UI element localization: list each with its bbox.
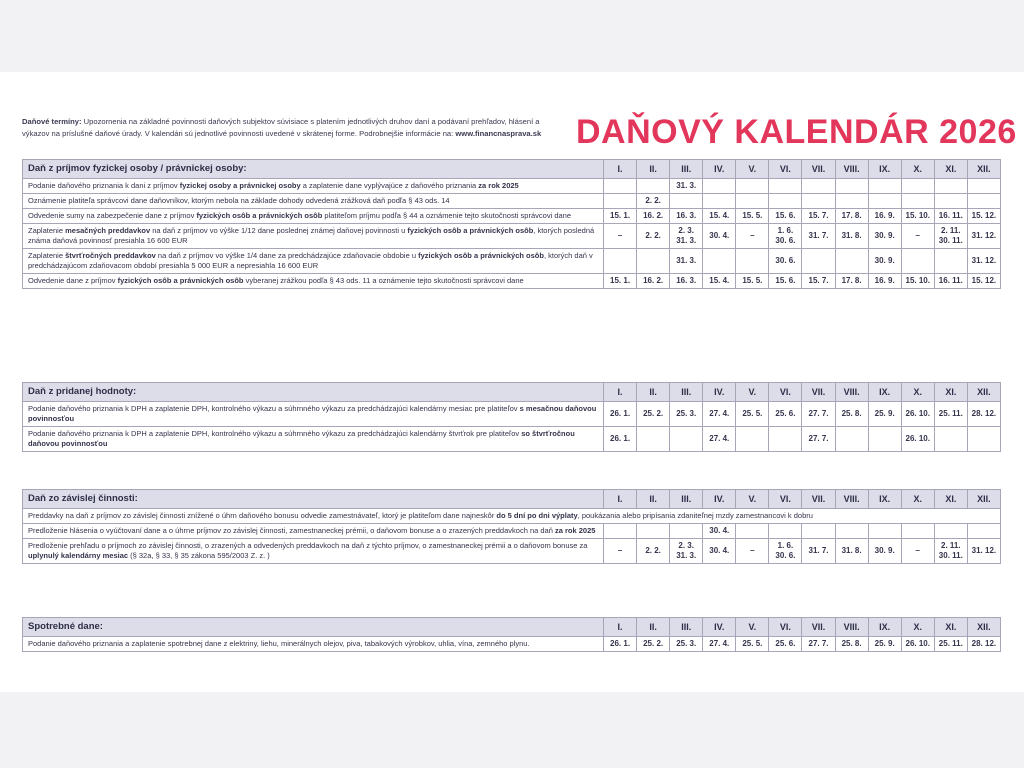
section-header: [23, 383, 1001, 402]
deadline-cell: 31. 12.: [967, 249, 1000, 274]
deadline-cell: [703, 179, 736, 194]
deadline-cell: [934, 194, 967, 209]
deadline-cell: [967, 194, 1000, 209]
obligation-description: Podanie daňového priznania k DPH a zaplatenie DPH, kontrolného výkazu a súhrnného výkazu za predchádzajúci kalendárny štvrťrok pre platiteľov so štvrťročnou daňovou povinnosťou: [23, 427, 604, 452]
deadline-cell: 15. 5.: [736, 209, 769, 224]
month-header: IX.: [868, 490, 901, 509]
deadline-cell: [637, 179, 670, 194]
obligation-description: Podanie daňového priznania k DPH a zaplatenie DPH, kontrolného výkazu a súhrnného výkazu za predchádzajúci kalendárny mesiac pre platiteľov s mesačnou daňovou povinnosťou: [23, 402, 604, 427]
deadline-cell: 15. 4.: [703, 274, 736, 289]
deadline-cell: [934, 179, 967, 194]
month-header: IV.: [703, 160, 736, 179]
month-header: IX.: [868, 383, 901, 402]
deadline-cell: [835, 194, 868, 209]
deadline-cell: [769, 179, 802, 194]
deadline-cell: 15. 6.: [769, 274, 802, 289]
month-header: III.: [670, 383, 703, 402]
month-header: X.: [901, 160, 934, 179]
table-row: [23, 209, 1001, 224]
section-title: Daň zo závislej činnosti:: [23, 490, 604, 509]
deadline-cell: 30. 4.: [703, 539, 736, 564]
month-header: VII.: [802, 383, 835, 402]
deadline-cell: [901, 194, 934, 209]
deadline-cell: 17. 8.: [835, 209, 868, 224]
month-header: XII.: [967, 383, 1000, 402]
deadline-cell: [934, 524, 967, 539]
month-header: XI.: [934, 618, 967, 637]
section-table: [22, 617, 1001, 652]
deadline-cell: [736, 427, 769, 452]
deadline-cell: [802, 179, 835, 194]
table-row: [23, 194, 1001, 209]
deadline-cell: –: [901, 224, 934, 249]
deadline-cell: [868, 179, 901, 194]
calendar-sheet: [0, 72, 1024, 692]
deadline-cell: 2. 2.: [637, 539, 670, 564]
deadline-cell: 16. 11.: [934, 209, 967, 224]
deadline-cell: 2. 3. 31. 3.: [670, 224, 703, 249]
month-header: VII.: [802, 618, 835, 637]
deadline-cell: [802, 249, 835, 274]
deadline-cell: 30. 4.: [703, 224, 736, 249]
section-title: Daň z príjmov fyzickej osoby / právnickej osoby:: [23, 160, 604, 179]
deadline-cell: [835, 179, 868, 194]
deadline-cell: 31. 3.: [670, 249, 703, 274]
deadline-cell: 16. 2.: [637, 209, 670, 224]
deadline-cell: [934, 249, 967, 274]
month-header: VIII.: [835, 160, 868, 179]
month-header: XII.: [967, 160, 1000, 179]
deadline-cell: [769, 427, 802, 452]
month-header: II.: [637, 160, 670, 179]
deadline-cell: 30. 9.: [868, 249, 901, 274]
obligation-description: Odvedenie dane z príjmov fyzických osôb a právnických osôb vyberanej zrážkou podľa § 43 ods. 11 a oznámenie tejto skutočnosti správcovi dane: [23, 274, 604, 289]
obligation-description: Oznámenie platiteľa správcovi dane daňovníkov, ktorým nebola na základe dohody odvedená zrážková daň podľa § 43 ods. 14: [23, 194, 604, 209]
obligation-description: Podanie daňového priznania a zaplatenie spotrebnej dane z elektriny, liehu, minerálnych olejov, piva, tabakových výrobkov, uhlia, vína, zemného plynu.: [23, 637, 604, 652]
month-header: VI.: [769, 160, 802, 179]
deadline-cell: 31. 12.: [967, 539, 1000, 564]
table-row: [23, 427, 1001, 452]
deadline-cell: 16. 3.: [670, 274, 703, 289]
deadline-cell: 30. 6.: [769, 249, 802, 274]
deadline-cell: [637, 524, 670, 539]
deadline-cell: 15. 6.: [769, 209, 802, 224]
deadline-cell: 25. 6.: [769, 402, 802, 427]
month-header: VII.: [802, 490, 835, 509]
deadline-cell: [637, 427, 670, 452]
table-row: [23, 179, 1001, 194]
deadline-cell: 15. 1.: [604, 274, 637, 289]
month-header: V.: [736, 618, 769, 637]
deadline-cell: 25. 5.: [736, 637, 769, 652]
obligation-description: Zaplatenie mesačných preddavkov na daň z príjmov vo výške 1/12 dane poslednej známej daňovej povinnosti u fyzických osôb a právnických osôb, ktorých posledná známa daňová povinnosť presiahla 16 600 EUR: [23, 224, 604, 249]
table-row: [23, 274, 1001, 289]
deadline-cell: [736, 524, 769, 539]
deadline-cell: 16. 2.: [637, 274, 670, 289]
deadline-cell: 25. 9.: [868, 402, 901, 427]
deadline-cell: 31. 12.: [967, 224, 1000, 249]
deadline-cell: 1. 6. 30. 6.: [769, 539, 802, 564]
month-header: IX.: [868, 618, 901, 637]
deadline-cell: [736, 179, 769, 194]
deadline-cell: 15. 12.: [967, 209, 1000, 224]
deadline-cell: 15. 7.: [802, 209, 835, 224]
deadline-cell: 30. 4.: [703, 524, 736, 539]
table-row: [23, 249, 1001, 274]
deadline-cell: 15. 12.: [967, 274, 1000, 289]
month-header: II.: [637, 490, 670, 509]
deadline-cell: [967, 179, 1000, 194]
deadline-cell: 31. 8.: [835, 539, 868, 564]
deadline-cell: [604, 524, 637, 539]
month-header: I.: [604, 618, 637, 637]
deadline-cell: [868, 524, 901, 539]
table-row: [23, 402, 1001, 427]
obligation-description: Zaplatenie štvrťročných preddavkov na daň z príjmov vo výške 1/4 dane za predchádzajúce zdaňovacie obdobie u fyzických osôb a právnických osôb, ktorých daň v predchádzajúcom zdaňovacom období presiahla 5 000 EUR a nepresiahla 16 600 EUR: [23, 249, 604, 274]
deadline-cell: 30. 9.: [868, 224, 901, 249]
month-header: III.: [670, 160, 703, 179]
month-header: XI.: [934, 490, 967, 509]
month-header: XI.: [934, 160, 967, 179]
deadline-cell: [703, 249, 736, 274]
month-header: VI.: [769, 618, 802, 637]
obligation-description: Preddavky na daň z príjmov zo závislej činnosti znížené o úhrn daňového bonusu odvedie zamestnávateľ, ktorý je platiteľom dane najneskôr do 5 dní po dni výplaty, poukázania alebo pripísania zdaniteľnej mzdy zamestnancovi k dobru: [23, 509, 1001, 524]
deadline-cell: [868, 427, 901, 452]
section-header: [23, 618, 1001, 637]
month-header: VIII.: [835, 490, 868, 509]
deadline-cell: 16. 3.: [670, 209, 703, 224]
deadline-cell: [736, 249, 769, 274]
month-header: VI.: [769, 383, 802, 402]
deadline-cell: –: [736, 539, 769, 564]
month-header: I.: [604, 490, 637, 509]
deadline-cell: –: [604, 224, 637, 249]
deadline-cell: 16. 11.: [934, 274, 967, 289]
month-header: V.: [736, 383, 769, 402]
deadline-cell: 27. 4.: [703, 402, 736, 427]
deadline-cell: [670, 194, 703, 209]
table-row: [23, 637, 1001, 652]
section-header: [23, 160, 1001, 179]
deadline-cell: 17. 8.: [835, 274, 868, 289]
intro-text: [22, 116, 567, 140]
deadline-cell: [604, 249, 637, 274]
month-header: IV.: [703, 618, 736, 637]
deadline-cell: 25. 3.: [670, 637, 703, 652]
deadline-cell: [769, 524, 802, 539]
month-header: IX.: [868, 160, 901, 179]
section-table: [22, 382, 1001, 452]
month-header: VII.: [802, 160, 835, 179]
month-header: VIII.: [835, 618, 868, 637]
month-header: II.: [637, 618, 670, 637]
deadline-cell: [967, 524, 1000, 539]
deadline-cell: 26. 10.: [901, 637, 934, 652]
deadline-cell: [703, 194, 736, 209]
section-table: [22, 489, 1001, 564]
table-row: [23, 509, 1001, 524]
deadline-cell: 2. 3. 31. 3.: [670, 539, 703, 564]
deadline-cell: 25. 9.: [868, 637, 901, 652]
deadline-cell: 25. 6.: [769, 637, 802, 652]
month-header: V.: [736, 160, 769, 179]
month-header: III.: [670, 490, 703, 509]
month-header: VI.: [769, 490, 802, 509]
section-title: Daň z pridanej hodnoty:: [23, 383, 604, 402]
month-header: X.: [901, 383, 934, 402]
deadline-cell: [967, 427, 1000, 452]
table-row: [23, 539, 1001, 564]
deadline-cell: 27. 7.: [802, 427, 835, 452]
deadline-cell: [934, 427, 967, 452]
deadline-cell: 15. 7.: [802, 274, 835, 289]
section-table: [22, 159, 1001, 289]
deadline-cell: 15. 10.: [901, 209, 934, 224]
deadline-cell: 28. 12.: [967, 402, 1000, 427]
deadline-cell: 16. 9.: [868, 274, 901, 289]
deadline-cell: 26. 1.: [604, 427, 637, 452]
month-header: XII.: [967, 490, 1000, 509]
deadline-cell: [802, 194, 835, 209]
deadline-cell: [868, 194, 901, 209]
month-header: XII.: [967, 618, 1000, 637]
deadline-cell: –: [736, 224, 769, 249]
deadline-cell: [901, 179, 934, 194]
deadline-cell: 2. 11. 30. 11.: [934, 539, 967, 564]
deadline-cell: 28. 12.: [967, 637, 1000, 652]
deadline-cell: 25. 5.: [736, 402, 769, 427]
deadline-cell: 25. 8.: [835, 637, 868, 652]
deadline-cell: –: [604, 539, 637, 564]
month-header: XI.: [934, 383, 967, 402]
intro-url: www.financnasprava.sk: [455, 129, 542, 138]
obligation-description: Podanie daňového priznania k dani z príjmov fyzickej osoby a právnickej osoby a zaplatenie dane vyplývajúce z daňového priznania za rok 2025: [23, 179, 604, 194]
deadline-cell: 15. 10.: [901, 274, 934, 289]
page-title: DAŇOVÝ KALENDÁR 2026: [576, 113, 1017, 151]
deadline-cell: 25. 11.: [934, 637, 967, 652]
deadline-cell: 31. 3.: [670, 179, 703, 194]
deadline-cell: 27. 7.: [802, 637, 835, 652]
deadline-cell: 2. 2.: [637, 194, 670, 209]
deadline-cell: [670, 427, 703, 452]
deadline-cell: [604, 194, 637, 209]
deadline-cell: 25. 11.: [934, 402, 967, 427]
month-header: X.: [901, 618, 934, 637]
deadline-cell: 25. 2.: [637, 402, 670, 427]
deadline-cell: 25. 3.: [670, 402, 703, 427]
deadline-cell: 31. 7.: [802, 539, 835, 564]
deadline-cell: [901, 524, 934, 539]
section-title: Spotrebné dane:: [23, 618, 604, 637]
deadline-cell: 2. 2.: [637, 224, 670, 249]
deadline-cell: 27. 4.: [703, 637, 736, 652]
deadline-cell: 27. 4.: [703, 427, 736, 452]
obligation-description: Odvedenie sumy na zabezpečenie dane z príjmov fyzických osôb a právnických osôb platiteľom príjmu podľa § 44 a oznámenie tejto skutočnosti správcovi dane: [23, 209, 604, 224]
intro-body: Upozornenia na základné povinnosti daňových subjektov súvisiace s platením jednotlivých druhov daní a podávaní prehľadov, hlásení a výkazov na príslušné daňové úrady. V kalendári sú jednotlivé povinnosti uvedené v skrátenej forme. Podrobnejšie informácie na:: [22, 117, 540, 138]
obligation-description: Predloženie prehľadu o príjmoch zo závislej činnosti, o zrazených a odvedených preddavkoch na daň z týchto príjmov, o zamestnaneckej prémii a o daňovom bonuse za uplynulý kalendárny mesiac (§ 32a, § 33, § 35 zákona 595/2003 Z. z. ): [23, 539, 604, 564]
deadline-cell: [802, 524, 835, 539]
deadline-cell: [604, 179, 637, 194]
deadline-cell: 26. 10.: [901, 402, 934, 427]
deadline-cell: 26. 1.: [604, 402, 637, 427]
deadline-cell: 25. 8.: [835, 402, 868, 427]
deadline-cell: [670, 524, 703, 539]
deadline-cell: 30. 9.: [868, 539, 901, 564]
deadline-cell: 1. 6. 30. 6.: [769, 224, 802, 249]
month-header: I.: [604, 383, 637, 402]
deadline-cell: 31. 7.: [802, 224, 835, 249]
deadline-cell: [736, 194, 769, 209]
table-row: [23, 524, 1001, 539]
deadline-cell: [901, 249, 934, 274]
deadline-cell: 15. 5.: [736, 274, 769, 289]
deadline-cell: 15. 4.: [703, 209, 736, 224]
deadline-cell: 2. 11. 30. 11.: [934, 224, 967, 249]
table-row: [23, 224, 1001, 249]
deadline-cell: [835, 524, 868, 539]
deadline-cell: 25. 2.: [637, 637, 670, 652]
deadline-cell: [769, 194, 802, 209]
intro-label: Daňové termíny:: [22, 117, 82, 126]
deadline-cell: [637, 249, 670, 274]
deadline-cell: 16. 9.: [868, 209, 901, 224]
month-header: V.: [736, 490, 769, 509]
month-header: I.: [604, 160, 637, 179]
month-header: VIII.: [835, 383, 868, 402]
deadline-cell: –: [901, 539, 934, 564]
deadline-cell: 26. 10.: [901, 427, 934, 452]
deadline-cell: [835, 427, 868, 452]
deadline-cell: 26. 1.: [604, 637, 637, 652]
deadline-cell: [835, 249, 868, 274]
section-header: [23, 490, 1001, 509]
month-header: IV.: [703, 383, 736, 402]
deadline-cell: 27. 7.: [802, 402, 835, 427]
deadline-cell: 31. 8.: [835, 224, 868, 249]
month-header: IV.: [703, 490, 736, 509]
month-header: X.: [901, 490, 934, 509]
deadline-cell: 15. 1.: [604, 209, 637, 224]
obligation-description: Predloženie hlásenia o vyúčtovaní dane a o úhrne príjmov zo závislej činnosti, zamestnaneckej prémii, o daňovom bonuse a o zrazených preddavkoch na daň za rok 2025: [23, 524, 604, 539]
month-header: II.: [637, 383, 670, 402]
month-header: III.: [670, 618, 703, 637]
